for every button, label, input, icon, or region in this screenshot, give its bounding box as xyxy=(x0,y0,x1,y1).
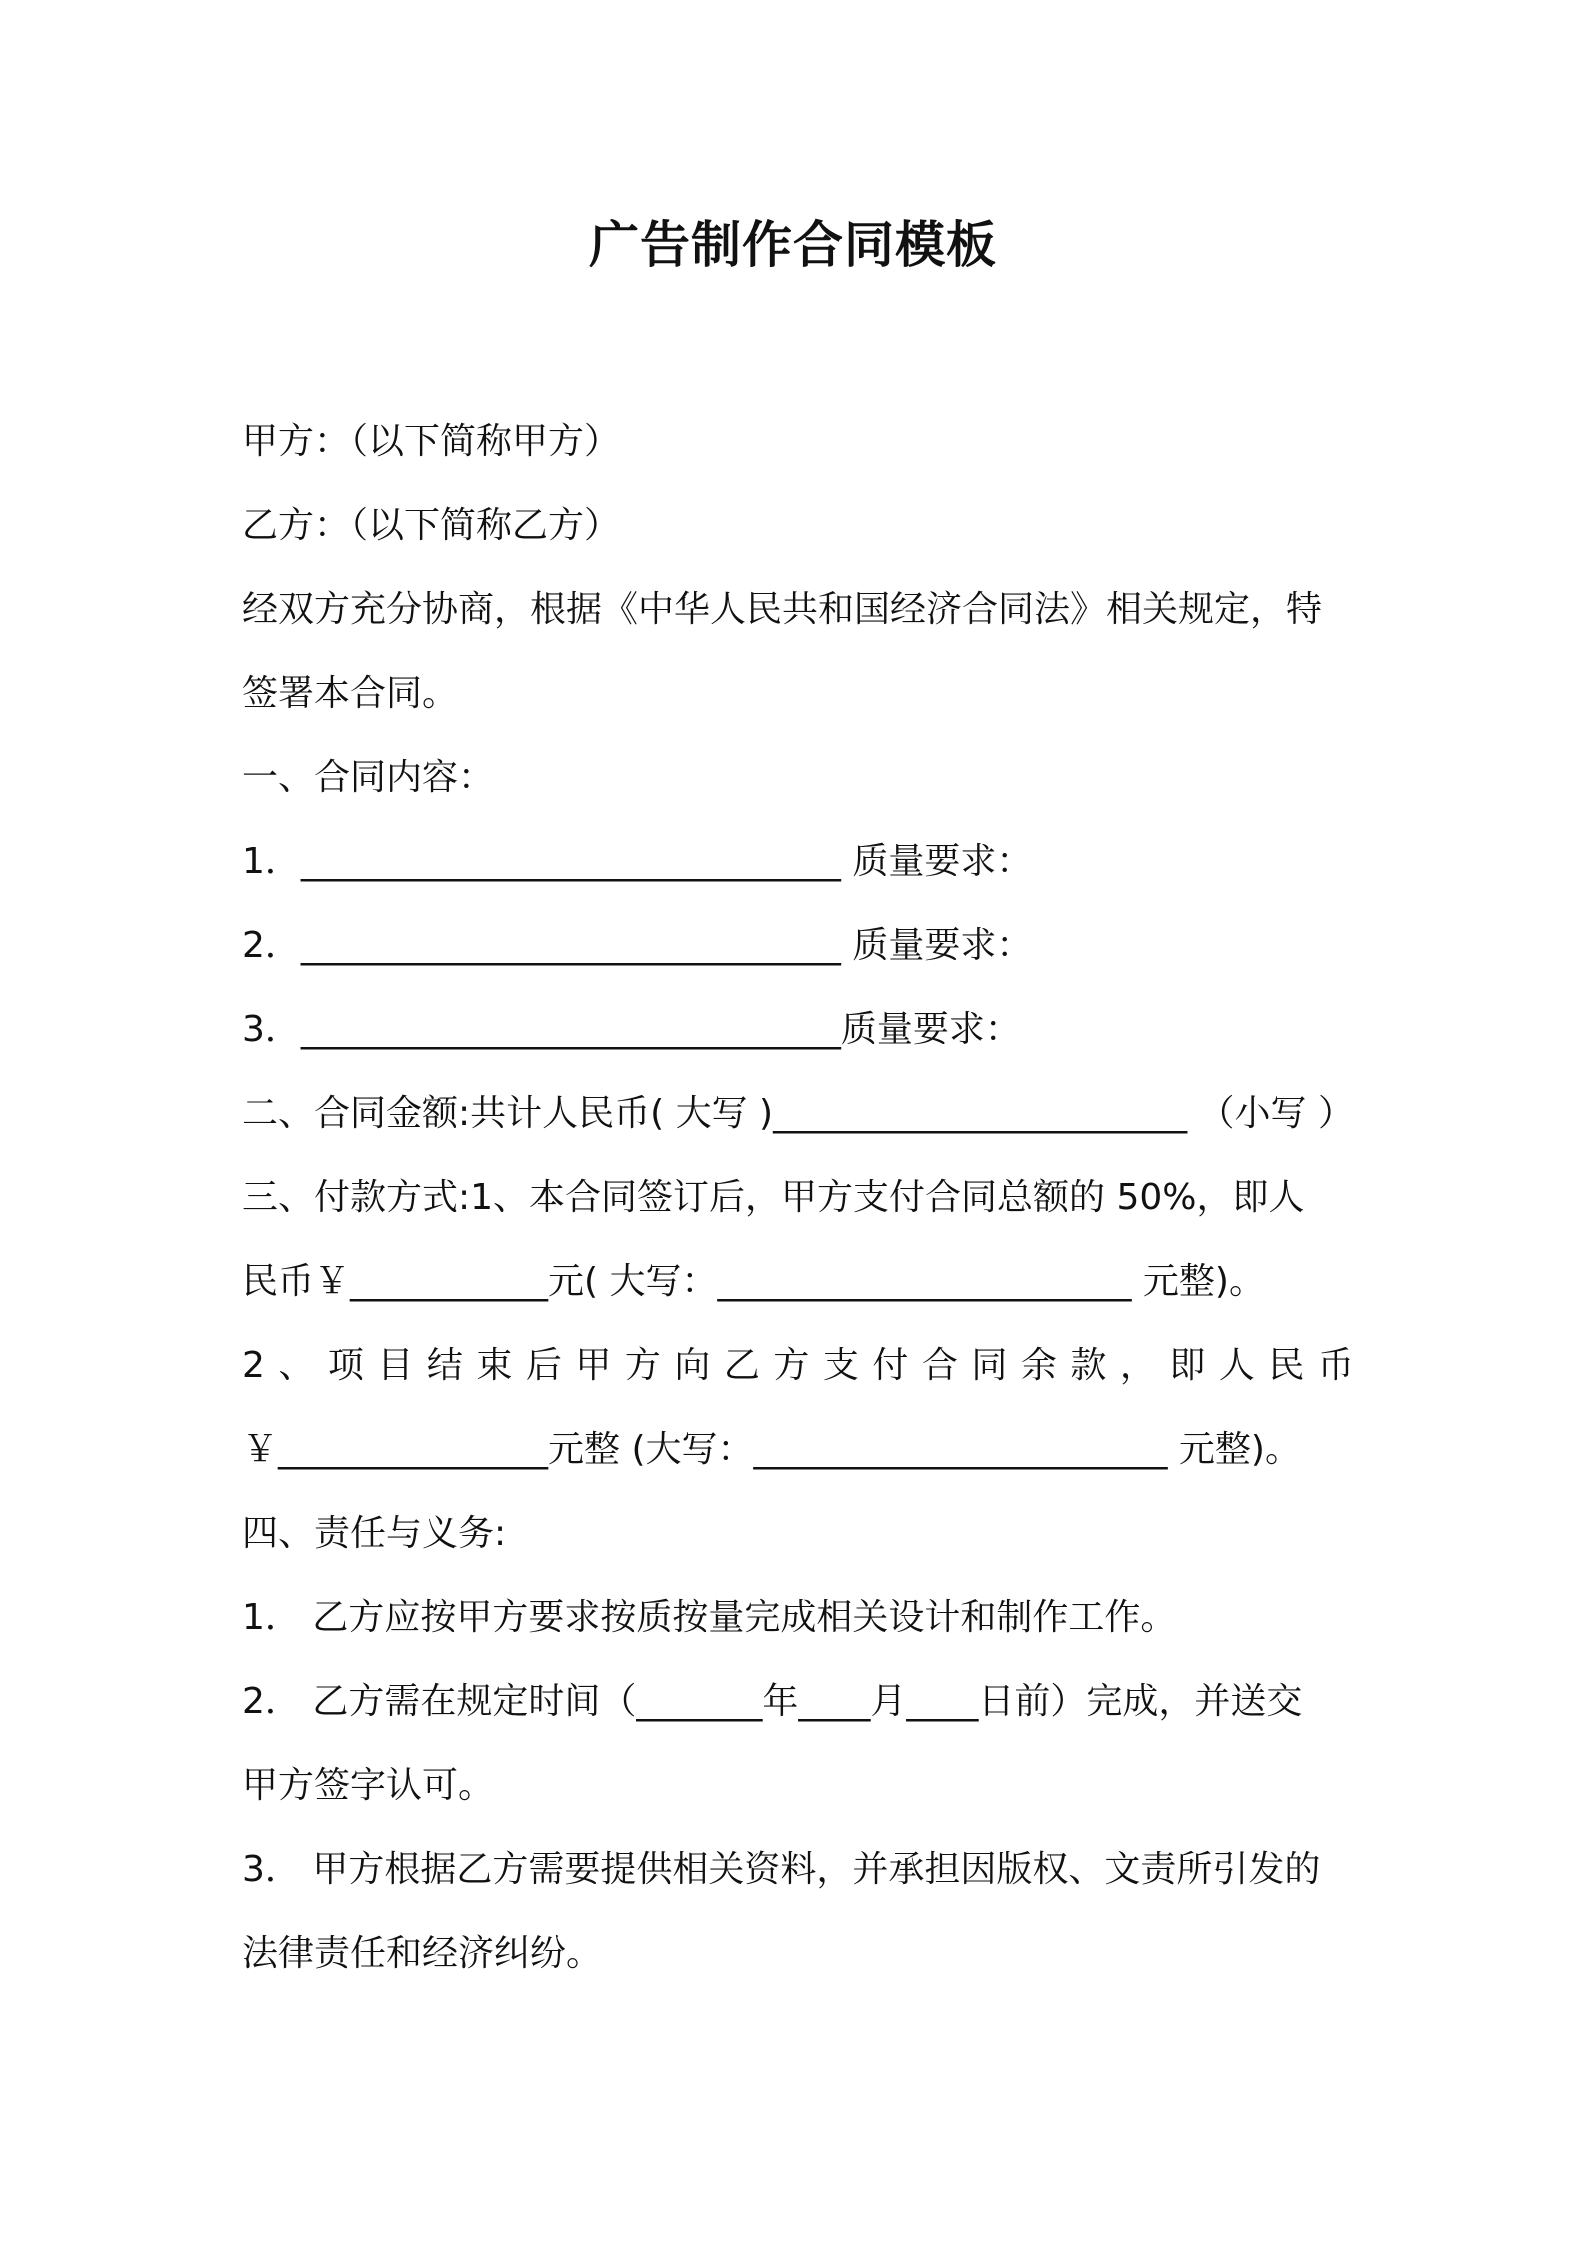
duty-item-2-line-2: 甲方签字认可。 xyxy=(242,1765,495,1806)
section-3-payment-line-2: 民币￥___________元( 大写：_______________________ 元整)。 xyxy=(242,1261,1265,1302)
contract-body xyxy=(242,400,1354,1996)
justified-char: 民 xyxy=(1268,1345,1305,1386)
justified-char: 2 xyxy=(242,1345,265,1386)
justified-char: ， xyxy=(1119,1345,1156,1386)
justified-char: 余 xyxy=(1020,1345,1057,1386)
justified-char: 目 xyxy=(377,1345,414,1386)
section-2-amount: 二、合同金额:共计人民币( 大写 )_______________________ （小写 ） xyxy=(242,1093,1354,1134)
justified-char: 币 xyxy=(1317,1345,1354,1386)
justified-char: 乙 xyxy=(723,1345,760,1386)
duty-item-1: 1． 乙方应按甲方要求按质按量完成相关设计和制作工作。 xyxy=(242,1597,1177,1638)
content-item-3: 3．______________________________质量要求： xyxy=(242,1009,1021,1050)
justified-char: 款 xyxy=(1070,1345,1107,1386)
duty-item-2-line-1: 2． 乙方需在规定时间（_______年____月____日前）完成，并送交 xyxy=(242,1681,1303,1722)
justified-char: 结 xyxy=(426,1345,463,1386)
party-a-line: 甲方：（以下简称甲方） xyxy=(242,421,621,462)
justified-char: 、 xyxy=(278,1345,315,1386)
section-1-heading: 一、合同内容： xyxy=(242,757,495,798)
justified-char: 项 xyxy=(327,1345,364,1386)
justified-char: 方 xyxy=(773,1345,810,1386)
justified-char: 付 xyxy=(872,1345,909,1386)
justified-char: 向 xyxy=(674,1345,711,1386)
duty-item-3-line-1: 3． 甲方根据乙方需要提供相关资料，并承担因版权、文责所引发的 xyxy=(242,1849,1321,1890)
preamble-line-1: 经双方充分协商，根据《中华人民共和国经济合同法》相关规定，特 xyxy=(242,589,1323,630)
section-3-payment-line-1: 三、付款方式:1、本合同签订后，甲方支付合同总额的 50%，即人 xyxy=(242,1177,1305,1218)
justified-char: 后 xyxy=(525,1345,562,1386)
justified-char: 束 xyxy=(476,1345,513,1386)
content-item-2: 2．______________________________ 质量要求： xyxy=(242,925,1033,966)
justified-char: 甲 xyxy=(575,1345,612,1386)
justified-char: 方 xyxy=(624,1345,661,1386)
justified-char: 同 xyxy=(971,1345,1008,1386)
document-title: 广告制作合同模板 xyxy=(589,216,997,274)
justified-char: 即 xyxy=(1169,1345,1206,1386)
justified-char: 人 xyxy=(1218,1345,1255,1386)
preamble-line-2: 签署本合同。 xyxy=(242,673,459,714)
justified-char: 支 xyxy=(822,1345,859,1386)
payment-item-2-line-2: ￥_______________元整 (大写：_______________________ 元整)。 xyxy=(242,1429,1301,1470)
section-4-heading: 四、责任与义务: xyxy=(242,1513,507,1554)
justified-char: 合 xyxy=(921,1345,958,1386)
payment-item-2-line-1 xyxy=(242,1324,1354,1408)
content-item-1: 1．______________________________ 质量要求： xyxy=(242,841,1033,882)
party-b-line: 乙方：（以下简称乙方） xyxy=(242,505,621,546)
duty-item-3-line-2: 法律责任和经济纠纷。 xyxy=(242,1933,603,1974)
